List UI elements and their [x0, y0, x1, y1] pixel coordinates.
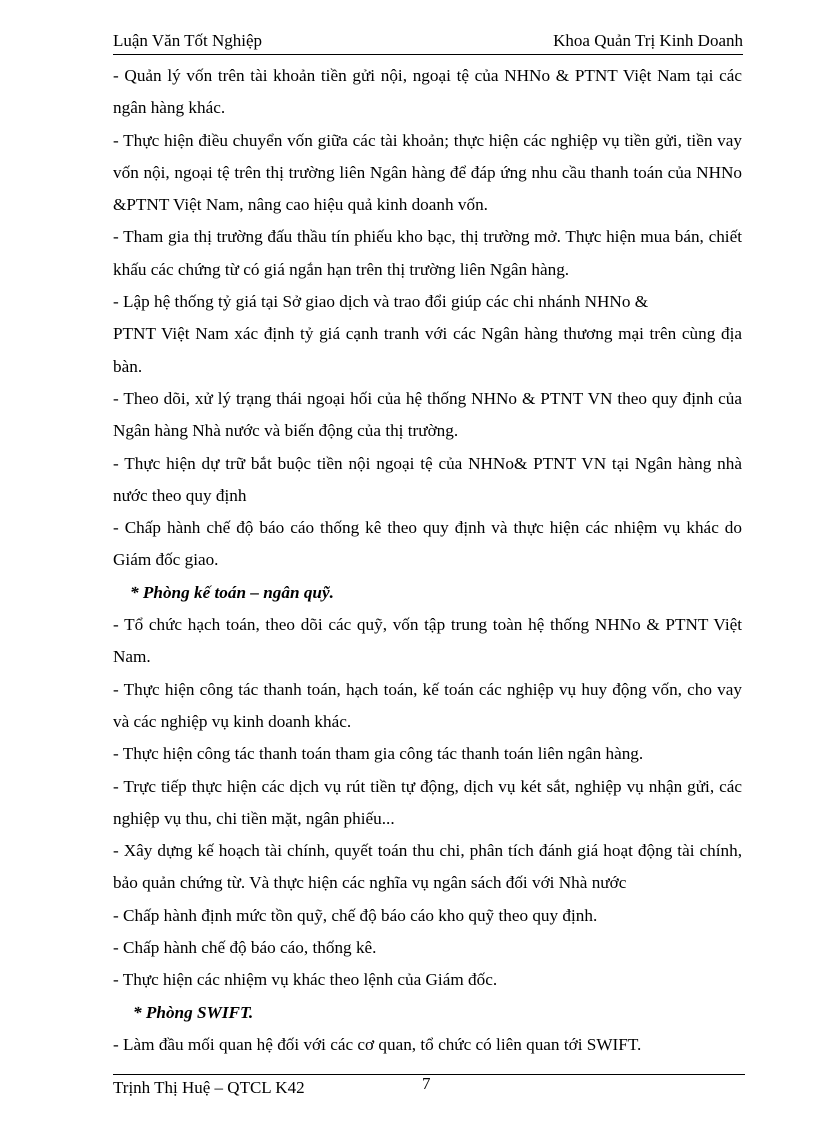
paragraph: - Thực hiện điều chuyển vốn giữa các tài khoản; thực hiện các nghiệp vụ tiền gửi, tiền vay vốn nội, ngoại tệ trên thị trường liên Ngân hàng để đáp ứng nhu cầu thanh toán của NHNo &PTNT Việt Nam, nâng cao hiệu quả kinh doanh vốn. — [113, 130, 742, 215]
paragraph: - Xây dựng kế hoạch tài chính, quyết toán thu chi, phân tích đánh giá hoạt động tài chính, bảo quản chứng từ. Và thực hiện các nghĩa vụ ngân sách đối với Nhà nước — [113, 841, 742, 893]
page-number: 7 — [422, 1074, 431, 1093]
paragraph: - Chấp hành chế độ báo cáo, thống kê. — [113, 938, 377, 958]
paragraph: - Thực hiện dự trữ bắt buộc tiền nội ngoại tệ của NHNo& PTNT VN tại Ngân hàng nhà nước theo quy định — [113, 453, 742, 505]
paragraph: - Chấp hành chế độ báo cáo thống kê theo quy định và thực hiện các nhiệm vụ khác do Giám đốc giao. — [113, 518, 742, 570]
header-thesis-title: Luận Văn Tốt Nghiệp — [113, 31, 263, 50]
paragraph: - Thực hiện các nhiệm vụ khác theo lệnh của Giám đốc. — [113, 970, 498, 990]
paragraph: - Làm đầu mối quan hệ đối với các cơ quan, tổ chức có liên quan tới SWIFT. — [113, 1034, 642, 1054]
paragraph: - Lập hệ thống tỷ giá tại Sở giao dịch và trao đổi giúp các chi nhánh NHNo & — [113, 292, 649, 312]
paragraph: - Theo dõi, xử lý trạng thái ngoại hối của hệ thống NHNo & PTNT VN theo quy định của Ngân hàng Nhà nước và biến động của thị trường. — [113, 388, 742, 441]
section-heading-swift: * Phòng SWIFT. — [133, 1002, 254, 1022]
header-faculty: Khoa Quản Trị Kinh Doanh — [553, 31, 743, 50]
paragraph: - Tổ chức hạch toán, theo dõi các quỹ, vốn tập trung toàn hệ thống NHNo & PTNT Việt Nam. — [113, 615, 742, 667]
section-heading-accounting: * Phòng kế toán – ngân quỹ. — [130, 582, 334, 602]
page-body — [113, 60, 742, 1061]
page-footer — [113, 1074, 745, 1102]
footer-author: Trịnh Thị Huệ – QTCL K42 — [113, 1078, 305, 1097]
paragraph: - Thực hiện công tác thanh toán, hạch toán, kế toán các nghiệp vụ huy động vốn, cho vay và các nghiệp vụ kinh doanh khác. — [113, 679, 742, 731]
paragraph: PTNT Việt Nam xác định tỷ giá cạnh tranh với các Ngân hàng thương mại trên cùng địa bàn. — [113, 324, 742, 376]
paragraph: - Trực tiếp thực hiện các dịch vụ rút tiền tự động, dịch vụ két sắt, nghiệp vụ nhận gửi, các nghiệp vụ thu, chi tiền mặt, ngân phiếu... — [113, 776, 742, 828]
paragraph: - Tham gia thị trường đấu thầu tín phiếu kho bạc, thị trường mở. Thực hiện mua bán, chiết khấu các chứng từ có giá ngắn hạn trên thị trường liên Ngân hàng. — [113, 227, 742, 279]
paragraph: - Thực hiện công tác thanh toán tham gia công tác thanh toán liên ngân hàng. — [113, 744, 644, 764]
paragraph: - Quản lý vốn trên tài khoản tiền gửi nội, ngoại tệ của NHNo & PTNT Việt Nam tại các ngân hàng khác. — [113, 66, 742, 118]
page-header — [113, 28, 743, 55]
paragraph: - Chấp hành định mức tồn quỹ, chế độ báo cáo kho quỹ theo quy định. — [113, 905, 598, 925]
